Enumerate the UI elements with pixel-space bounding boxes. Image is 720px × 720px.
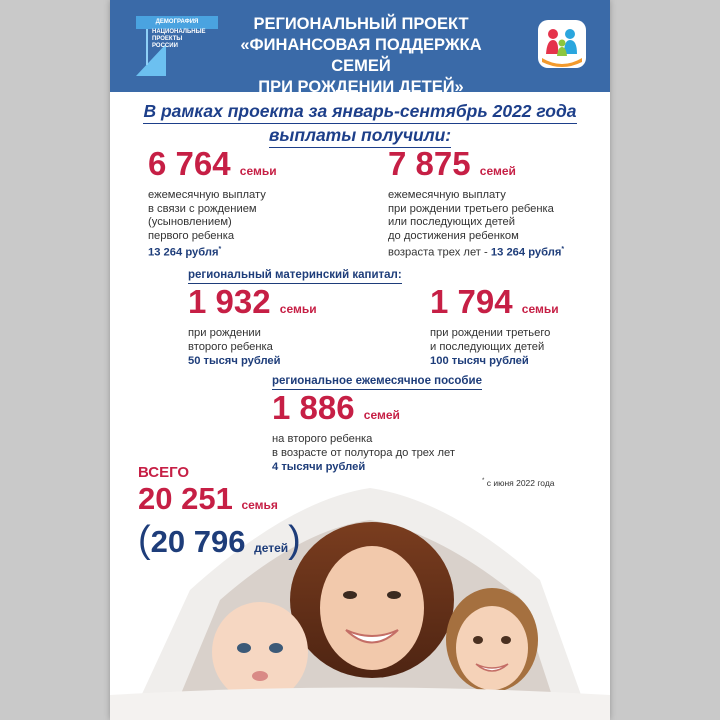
footnote: * с июня 2022 года (482, 478, 555, 488)
stat-description: на второго ребенка в возрасте от полутора до трех лет (272, 433, 455, 459)
stat-capital-second-child (188, 284, 368, 368)
stat-amount: 4 тысячи рублей (272, 461, 366, 474)
stat-description: при рождении второго ребенка (188, 327, 273, 353)
stat-number: 1 794 семьи (430, 283, 559, 320)
national-projects-logo (136, 16, 218, 76)
stat-first-child (148, 146, 348, 260)
stat-description: ежемесячную выплату в связи с рождением (усыновлением) первого ребенка (148, 189, 266, 242)
total-label: ВСЕГО (138, 464, 190, 481)
total-children: (20 796 детей) (138, 519, 301, 561)
maternity-capital-label: региональный материнский капитал: (188, 268, 402, 284)
stat-number: 1 886 семей (272, 389, 400, 426)
page-title: РЕГИОНАЛЬНЫЙ ПРОЕКТ «ФИНАНСОВАЯ ПОДДЕРЖКА СЕМЕЙ ПРИ РОЖДЕНИИ ДЕТЕЙ» (240, 15, 482, 96)
stat-description: при рождении третьего и последующих детей (430, 327, 551, 353)
total-block (138, 464, 301, 566)
stat-number: 6 764 семьи (148, 145, 277, 182)
stat-amount-line: возраста трех лет - 13 264 рубля* (388, 246, 565, 260)
total-families: 20 251 семья (138, 481, 278, 516)
family-support-icon (536, 18, 588, 70)
stat-number: 7 875 семей (388, 145, 516, 182)
logo-demography-label: ДЕМОГРАФИЯ (136, 16, 218, 29)
poster (110, 0, 610, 720)
intro-heading: В рамках проекта за январь-сентябрь 2022 года выплаты получили: (130, 100, 590, 148)
logo-text: НАЦИОНАЛЬНЫЕ ПРОЕКТЫ РОССИИ (146, 29, 218, 65)
stat-amount: 13 264 рубля* (148, 246, 222, 260)
header-banner (110, 0, 610, 96)
stat-number: 1 932 семьи (188, 283, 317, 320)
stat-monthly-allowance (272, 390, 512, 474)
monthly-allowance-label: региональное ежемесячное пособие (272, 374, 482, 390)
stat-amount: 100 тысяч рублей (430, 355, 529, 368)
stat-description: ежемесячную выплату при рождении третьего ребенка или последующих детей до достижения ребенком (388, 189, 554, 242)
stat-third-child (388, 146, 608, 261)
stat-amount: 50 тысяч рублей (188, 355, 281, 368)
stat-capital-third-child (430, 284, 610, 368)
